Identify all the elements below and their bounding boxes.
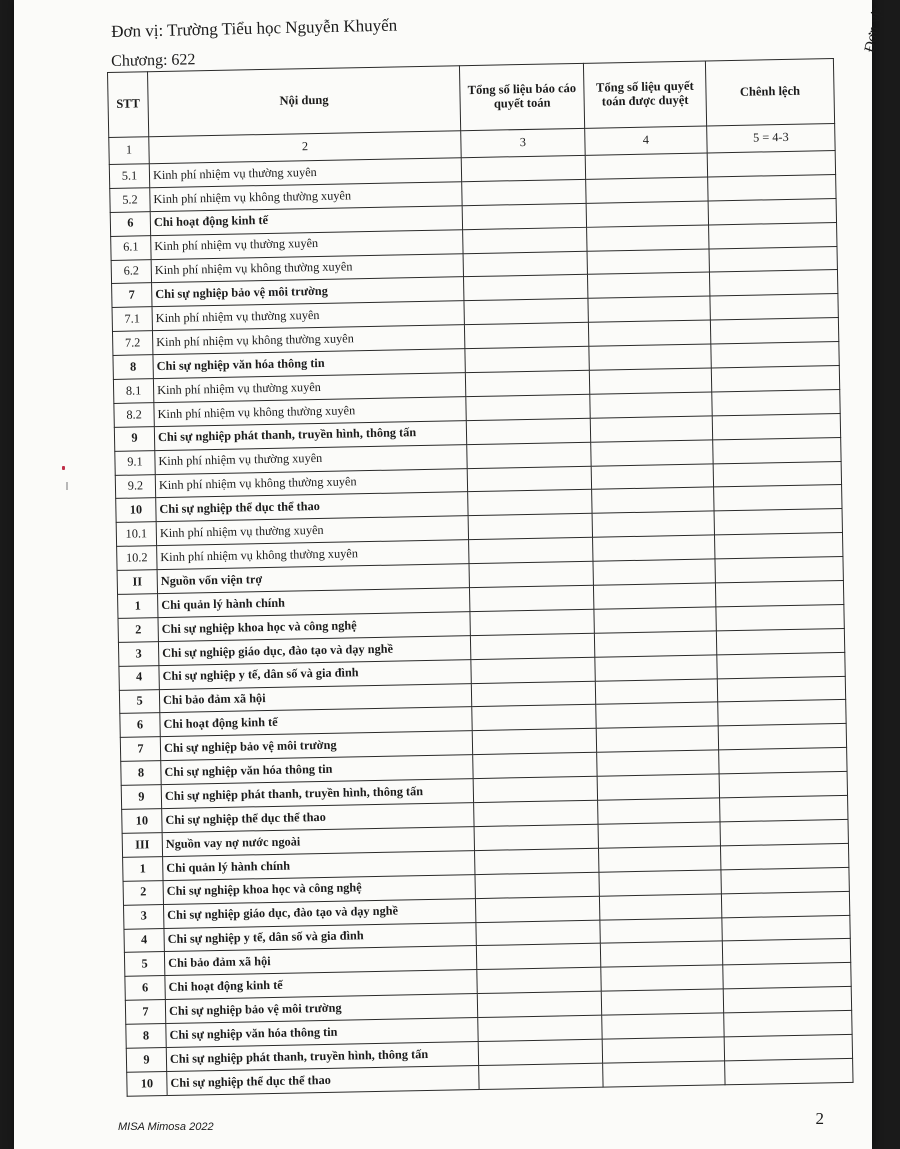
row-reported-value (468, 514, 592, 540)
row-reported-value (471, 681, 595, 707)
row-stt: 9.2 (115, 474, 155, 499)
row-difference-value (713, 461, 841, 487)
row-content: Chi quản lý hành chính (163, 850, 475, 880)
row-content: Chi quản lý hành chính (158, 588, 470, 618)
row-approved-value (597, 750, 719, 776)
row-stt: 1 (118, 594, 158, 619)
row-stt: 7 (125, 1000, 165, 1025)
row-content: Kinh phí nhiệm vụ không thường xuyên (151, 253, 463, 283)
row-stt: 4 (124, 928, 164, 953)
row-difference-value (715, 533, 843, 559)
row-content: Chi sự nghiệp bảo vệ môi trường (152, 277, 464, 307)
row-stt: 7 (120, 737, 160, 762)
row-stt: 7 (112, 283, 152, 308)
row-approved-value (595, 678, 717, 704)
row-stt: 10 (127, 1071, 167, 1096)
row-reported-value (462, 179, 586, 205)
software-footer: MISA Mimosa 2022 (118, 1121, 214, 1133)
row-content: Nguồn vốn viện trợ (157, 564, 469, 594)
column-number: 3 (461, 128, 585, 157)
row-reported-value (466, 418, 590, 444)
row-approved-value (599, 893, 721, 919)
row-content: Chi bảo đảm xã hội (164, 946, 476, 976)
row-approved-value (602, 1037, 724, 1063)
row-reported-value (461, 155, 585, 181)
row-reported-value (468, 490, 592, 516)
row-difference-value (724, 1010, 852, 1036)
row-difference-value (721, 867, 849, 893)
row-reported-value (465, 346, 589, 372)
row-reported-value (477, 991, 601, 1017)
row-difference-value (724, 1034, 852, 1060)
row-content: Kinh phí nhiệm vụ thường xuyên (156, 516, 468, 546)
row-approved-value (588, 296, 710, 322)
row-approved-value (588, 320, 710, 346)
row-difference-value (716, 628, 844, 654)
row-content: Chi sự nghiệp y tế, dân số và gia đình (164, 922, 476, 952)
document-page (14, 0, 886, 1149)
row-approved-value (585, 153, 707, 179)
header-approved-total: Tổng số liệu quyết toán được duyệt (583, 61, 706, 128)
row-reported-value (464, 275, 588, 301)
row-stt: 10.1 (116, 522, 156, 547)
row-content: Chi sự nghiệp phát thanh, truyền hình, thông tấn (154, 420, 466, 450)
row-reported-value (479, 1063, 603, 1089)
row-content: Chi hoạt động kinh tế (150, 205, 462, 235)
row-content: Kinh phí nhiệm vụ không thường xuyên (155, 468, 467, 498)
row-reported-value (466, 394, 590, 420)
row-reported-value (470, 633, 594, 659)
row-reported-value (467, 442, 591, 468)
row-content: Kinh phí nhiệm vụ thường xuyên (149, 158, 461, 188)
row-reported-value (467, 466, 591, 492)
row-content: Chi sự nghiệp thể dục thể thao (167, 1065, 479, 1095)
row-stt: 4 (119, 665, 159, 690)
row-difference-value (722, 939, 850, 965)
row-reported-value (470, 609, 594, 635)
row-difference-value (710, 318, 838, 344)
row-approved-value (602, 1013, 724, 1039)
row-stt: III (122, 833, 162, 858)
row-reported-value (465, 370, 589, 396)
row-reported-value (475, 872, 599, 898)
row-content: Kinh phí nhiệm vụ không thường xuyên (152, 325, 464, 355)
row-content: Chi sự nghiệp thể dục thể thao (162, 803, 474, 833)
row-stt: 5.1 (109, 164, 149, 189)
row-content: Nguồn vay nợ nước ngoài (162, 827, 474, 857)
row-reported-value (474, 824, 598, 850)
row-difference-value (719, 748, 847, 774)
row-stt: 7.2 (112, 331, 152, 356)
row-stt: 8.2 (114, 403, 154, 428)
row-content: Chi sự nghiệp khoa học và công nghệ (158, 612, 470, 642)
row-reported-value (463, 227, 587, 253)
row-difference-value (723, 987, 851, 1013)
row-reported-value (478, 1015, 602, 1041)
row-reported-value (473, 776, 597, 802)
row-content: Chi hoạt động kinh tế (160, 707, 472, 737)
column-number: 5 = 4-3 (707, 124, 835, 153)
row-stt: 3 (123, 904, 163, 929)
row-approved-value (603, 1061, 725, 1087)
row-approved-value (592, 487, 714, 513)
row-stt: 6 (120, 713, 160, 738)
header-difference: Chênh lệch (705, 59, 834, 126)
row-difference-value (723, 963, 851, 989)
row-content: Chi sự nghiệp giáo dục, đào tạo và dạy nghề (158, 635, 470, 665)
row-reported-value (463, 251, 587, 277)
row-stt: 2 (123, 880, 163, 905)
row-reported-value (477, 967, 601, 993)
row-stt: 8.1 (113, 379, 153, 404)
row-difference-value (709, 222, 837, 248)
row-approved-value (600, 917, 722, 943)
row-content: Chi sự nghiệp phát thanh, truyền hình, thông tấn (166, 1042, 478, 1072)
row-difference-value (712, 389, 840, 415)
row-content: Chi sự nghiệp bảo vệ môi trường (165, 994, 477, 1024)
row-difference-value (720, 795, 848, 821)
row-reported-value (476, 920, 600, 946)
row-approved-value (590, 392, 712, 418)
row-difference-value (717, 652, 845, 678)
row-reported-value (476, 944, 600, 970)
row-approved-value (590, 416, 712, 442)
row-stt: 2 (118, 618, 158, 643)
chapter-label: Chương: 622 (111, 51, 196, 70)
row-content: Chi sự nghiệp phát thanh, truyền hình, thông tấn (161, 779, 473, 809)
row-reported-value (473, 752, 597, 778)
row-stt: 5 (124, 952, 164, 977)
row-difference-value (718, 700, 846, 726)
row-difference-value (720, 819, 848, 845)
row-approved-value (587, 225, 709, 251)
row-approved-value (586, 201, 708, 227)
row-reported-value (471, 657, 595, 683)
row-approved-value (592, 511, 714, 537)
row-stt: 10 (116, 498, 156, 523)
row-difference-value (721, 891, 849, 917)
row-approved-value (594, 631, 716, 657)
row-content: Chi hoạt động kinh tế (165, 970, 477, 1000)
row-content: Chi sự nghiệp y tế, dân số và gia đình (159, 659, 471, 689)
row-reported-value (469, 538, 593, 564)
row-reported-value (464, 299, 588, 325)
row-content: Kinh phí nhiệm vụ thường xuyên (151, 229, 463, 259)
row-approved-value (593, 583, 715, 609)
row-approved-value (599, 870, 721, 896)
header-content: Nội dung (148, 66, 461, 137)
row-stt: 9 (121, 785, 161, 810)
row-difference-value (713, 437, 841, 463)
row-approved-value (593, 535, 715, 561)
row-content: Chi sự nghiệp văn hóa thông tin (166, 1018, 478, 1048)
paper-mark (62, 466, 65, 470)
row-difference-value (712, 413, 840, 439)
row-content: Chi sự nghiệp bảo vệ môi trường (160, 731, 472, 761)
row-difference-value (718, 724, 846, 750)
unit-title: Đơn vị: Trường Tiểu học Nguyễn Khuyến (111, 15, 398, 41)
row-stt: 8 (113, 355, 153, 380)
row-difference-value (720, 843, 848, 869)
row-stt: 6.1 (111, 235, 151, 260)
row-stt: 6 (125, 976, 165, 1001)
row-stt: 5.2 (110, 188, 150, 213)
row-difference-value (715, 557, 843, 583)
row-approved-value (587, 272, 709, 298)
row-approved-value (593, 559, 715, 585)
row-stt: 7.1 (112, 307, 152, 332)
row-stt: 8 (126, 1024, 166, 1049)
row-reported-value (469, 561, 593, 587)
row-difference-value (709, 246, 837, 272)
row-reported-value (474, 800, 598, 826)
row-approved-value (598, 846, 720, 872)
paper-mark (66, 482, 68, 490)
row-content: Chi bảo đảm xã hội (159, 683, 471, 713)
page-number: 2 (815, 1109, 824, 1128)
row-difference-value (709, 270, 837, 296)
row-difference-value (711, 366, 839, 392)
row-approved-value (587, 249, 709, 275)
row-stt: 8 (121, 761, 161, 786)
row-content: Kinh phí nhiệm vụ thường xuyên (153, 373, 465, 403)
row-stt: 6 (110, 211, 150, 236)
row-content: Kinh phí nhiệm vụ không thường xuyên (154, 397, 466, 427)
row-difference-value (708, 198, 836, 224)
column-number: 2 (149, 131, 461, 164)
row-approved-value (595, 655, 717, 681)
row-difference-value (707, 151, 835, 177)
row-difference-value (715, 580, 843, 606)
row-approved-value (601, 965, 723, 991)
header-reported-total: Tổng số liệu báo cáo quyết toán (459, 63, 584, 130)
row-approved-value (600, 941, 722, 967)
row-reported-value (478, 1039, 602, 1065)
row-content: Chi sự nghiệp văn hóa thông tin (161, 755, 473, 785)
row-stt: 1 (123, 856, 163, 881)
settlement-table (107, 58, 854, 1097)
row-stt: 10 (122, 809, 162, 834)
row-approved-value (598, 798, 720, 824)
row-difference-value (717, 676, 845, 702)
row-reported-value (475, 896, 599, 922)
settlement-table-wrapper (107, 58, 853, 1096)
row-stt: 9 (114, 426, 154, 451)
row-content: Chi sự nghiệp giáo dục, đào tạo và dạy nghề (163, 898, 475, 928)
row-reported-value (472, 729, 596, 755)
row-stt: 6.2 (111, 259, 151, 284)
row-content: Kinh phí nhiệm vụ thường xuyên (152, 301, 464, 331)
row-stt: 9.1 (115, 450, 155, 475)
row-approved-value (597, 774, 719, 800)
row-difference-value (714, 485, 842, 511)
row-content: Kinh phí nhiệm vụ không thường xuyên (150, 182, 462, 212)
row-difference-value (708, 174, 836, 200)
row-stt: II (117, 570, 157, 595)
row-approved-value (589, 344, 711, 370)
row-content: Chi sự nghiệp văn hóa thông tin (153, 349, 465, 379)
row-difference-value (710, 294, 838, 320)
header-stt: STT (108, 72, 149, 138)
row-difference-value (711, 342, 839, 368)
row-approved-value (591, 440, 713, 466)
row-difference-value (725, 1058, 853, 1084)
row-approved-value (598, 822, 720, 848)
column-number: 1 (109, 137, 150, 165)
row-reported-value (464, 323, 588, 349)
row-difference-value (716, 604, 844, 630)
row-stt: 9 (126, 1047, 166, 1072)
corner-unit-label: Đơn vị: (862, 6, 886, 55)
row-reported-value (475, 848, 599, 874)
row-difference-value (722, 915, 850, 941)
row-content: Kinh phí nhiệm vụ không thường xuyên (157, 540, 469, 570)
row-approved-value (594, 607, 716, 633)
row-approved-value (596, 702, 718, 728)
row-content: Kinh phí nhiệm vụ thường xuyên (155, 444, 467, 474)
row-approved-value (596, 726, 718, 752)
row-approved-value (601, 989, 723, 1015)
row-difference-value (719, 772, 847, 798)
row-stt: 5 (119, 689, 159, 714)
row-approved-value (589, 368, 711, 394)
row-difference-value (714, 509, 842, 535)
row-reported-value (462, 203, 586, 229)
row-content: Chi sự nghiệp khoa học và công nghệ (163, 874, 475, 904)
row-reported-value (469, 585, 593, 611)
row-content: Chi sự nghiệp thể dục thể thao (156, 492, 468, 522)
row-approved-value (586, 177, 708, 203)
column-number: 4 (585, 126, 707, 155)
row-stt: 3 (118, 641, 158, 666)
row-approved-value (591, 464, 713, 490)
row-stt: 10.2 (117, 546, 157, 571)
row-reported-value (472, 705, 596, 731)
table-body (109, 124, 853, 1096)
